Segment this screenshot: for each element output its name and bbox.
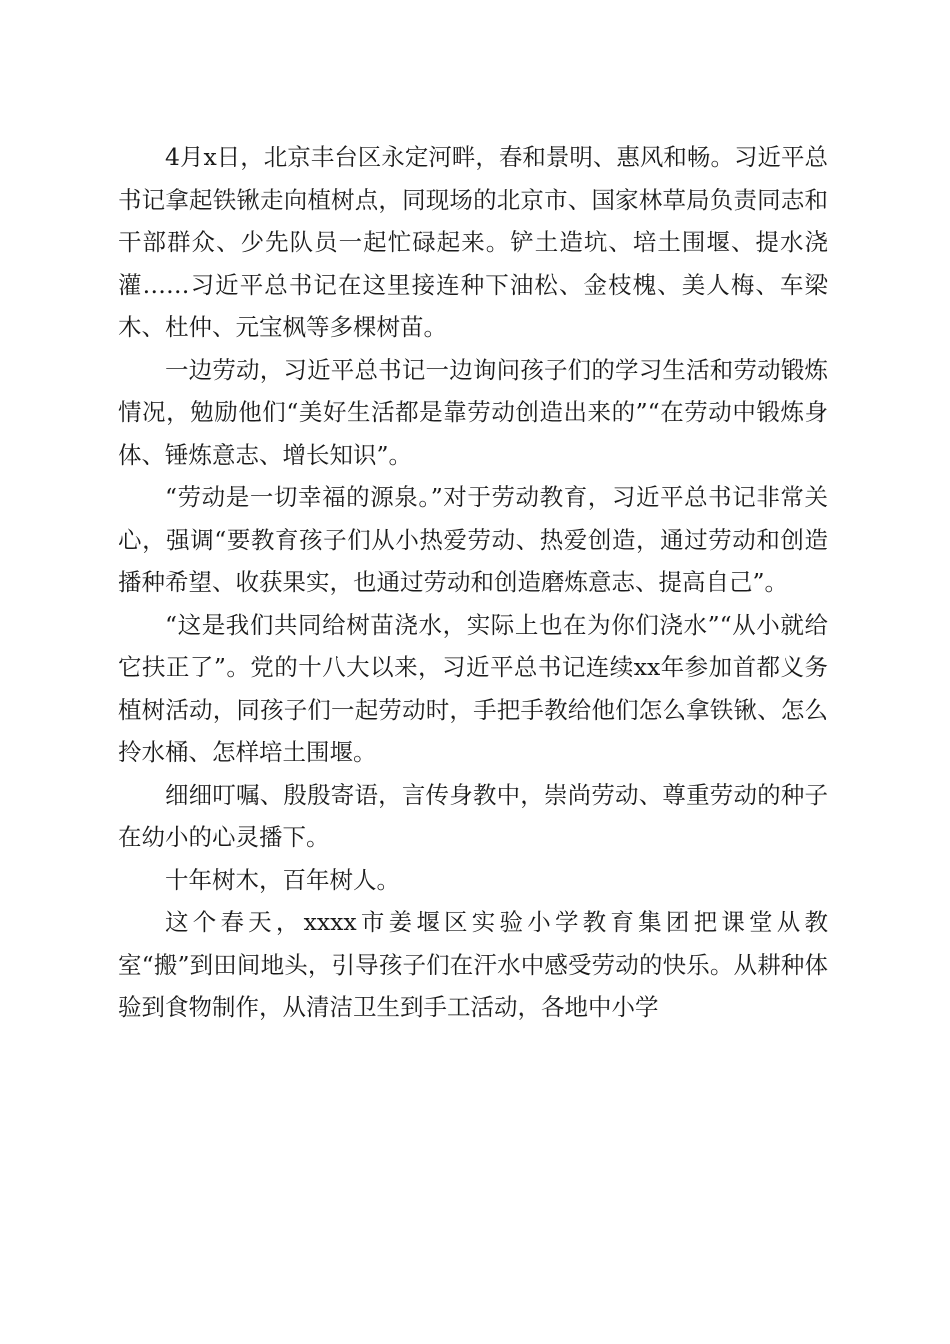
paragraph: 一边劳动，习近平总书记一边询问孩子们的学习生活和劳动锻炼情况，勉励他们“美好生活都是靠劳动创造出来的”“在劳动中锻炼身体、锤炼意志、增长知识”。 [118,355,828,469]
paragraph: 4月x日，北京丰台区永定河畔，春和景明、惠风和畅。习近平总书记拿起铁锹走向植树点，同现场的北京市、国家林草局负责同志和干部群众、少先队员一起忙碌起来。铲土造坑、培土围堰、提水浇灌……习近平总书记在这里接连种下油松、金枝槐、美人梅、车梁木、杜仲、元宝枫等多棵树苗。 [118,143,828,341]
paragraph: 这个春天，xxxx市姜堰区实验小学教育集团把课堂从教室“搬”到田间地头，引导孩子们在汗水中感受劳动的快乐。从耕种体验到食物制作，从清洁卫生到手工活动，各地中小学 [118,908,828,1021]
paragraph: “劳动是一切幸福的源泉。”对于劳动教育，习近平总书记非常关心，强调“要教育孩子们从小热爱劳动、热爱创造，通过劳动和创造播种希望、收获果实，也通过劳动和创造磨炼意志、提高自己”。 [118,483,828,596]
paragraph: 细细叮嘱、殷殷寄语，言传身教中，崇尚劳动、尊重劳动的种子在幼小的心灵播下。 [118,780,828,851]
paragraph: 十年树木，百年树人。 [165,865,400,894]
paragraph: “这是我们共同给树苗浇水，实际上也在为你们浇水”“从小就给它扶正了”。党的十八大以来，习近平总书记连续xx年参加首都义务植树活动，同孩子们一起劳动时，手把手教给他们怎么拿铁锹、怎么拎水桶、怎样培土围堰。 [118,610,828,766]
document-body [118,136,828,1029]
